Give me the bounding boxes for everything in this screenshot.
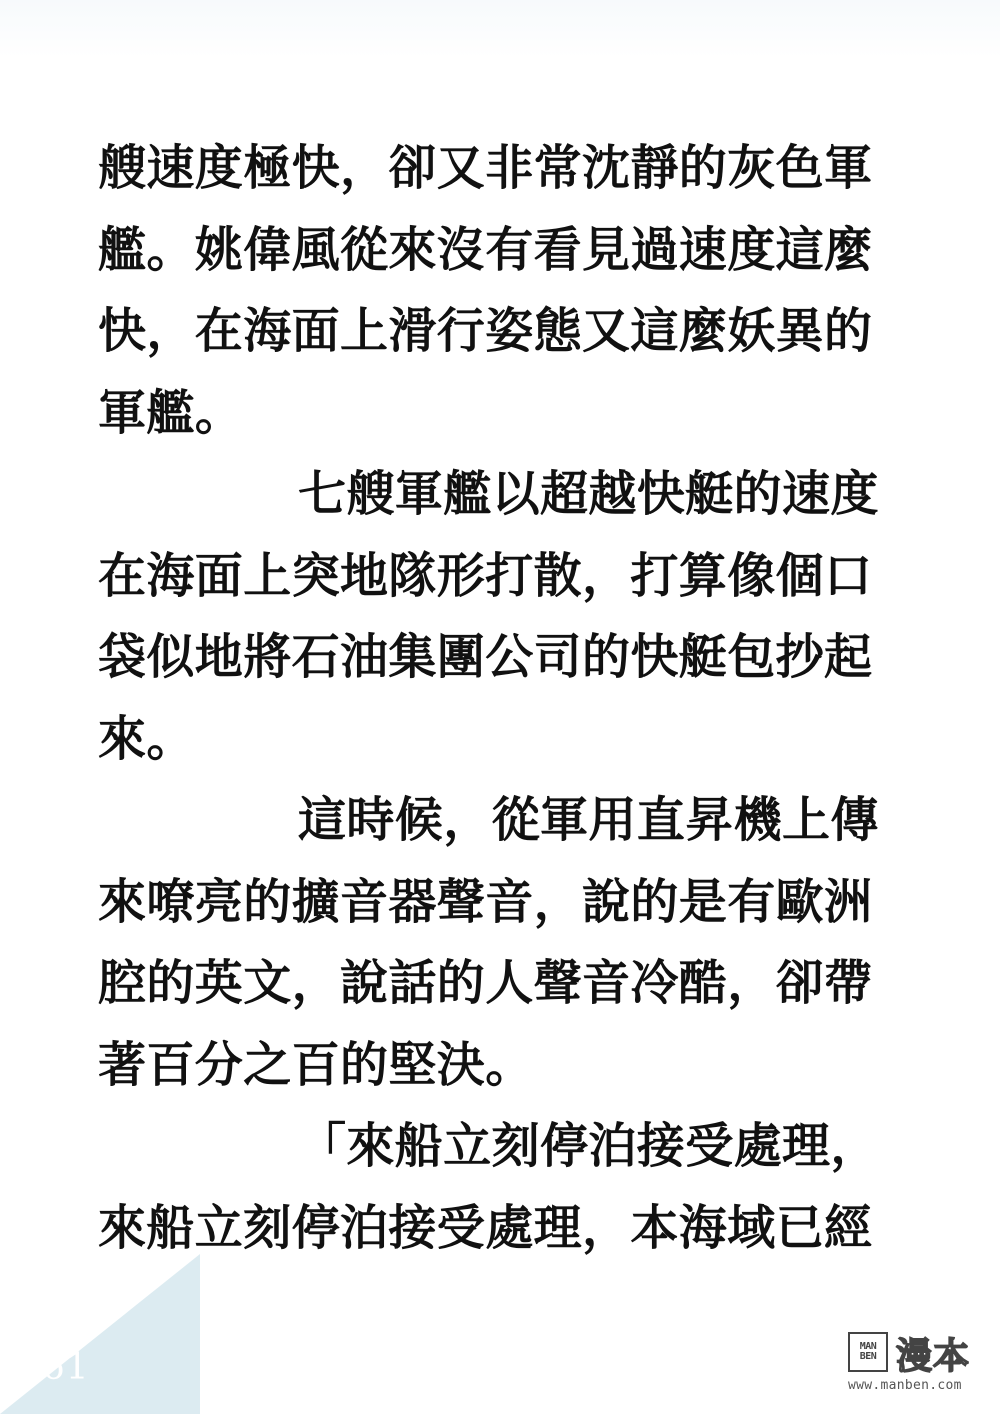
text-line: 袋似地將石油集團公司的快艇包抄起 [98, 629, 873, 685]
text-line: 在海面上突地隊形打散，打算像個口 [98, 547, 873, 604]
watermark-box-top: MAN [859, 1341, 877, 1352]
watermark-logo-icon [848, 1332, 888, 1372]
text-line: 快，在海面上滑行姿態又這麼妖異的 [98, 303, 873, 359]
paragraph-start-line: 這時候，從軍用直昇機上傳 [298, 792, 879, 848]
corner-decoration [0, 1254, 200, 1414]
text-line: 來嘹亮的擴音器聲音，說的是有歐洲 [98, 873, 873, 930]
top-band [0, 0, 1000, 58]
watermark-box-bottom: BEN [859, 1351, 877, 1362]
watermark-name: 漫本 [896, 1336, 971, 1377]
text-line: 軍艦。 [98, 384, 244, 441]
text-line: 來船立刻停泊接受處理，本海域已經 [98, 1199, 873, 1256]
paragraph-start-line: 「來船立刻停泊接受處理， [298, 1118, 879, 1174]
text-line: 來。 [98, 710, 195, 767]
paragraph-start-line: 七艘軍艦以超越快艇的速度 [298, 466, 879, 522]
watermark-url: www.manben.com [848, 1378, 962, 1393]
watermark-logo [848, 1332, 988, 1396]
text-line: 著百分之百的堅決。 [98, 1036, 534, 1093]
text-line: 腔的英文，說話的人聲音冷酷，卻帶 [98, 955, 873, 1011]
page-number: 261 [18, 1347, 90, 1388]
body-text [98, 128, 898, 1269]
text-line: 艦。姚偉風從來沒有看見過速度這麼 [98, 221, 873, 278]
text-line: 艘速度極快，卻又非常沈靜的灰色軍 [98, 140, 873, 196]
